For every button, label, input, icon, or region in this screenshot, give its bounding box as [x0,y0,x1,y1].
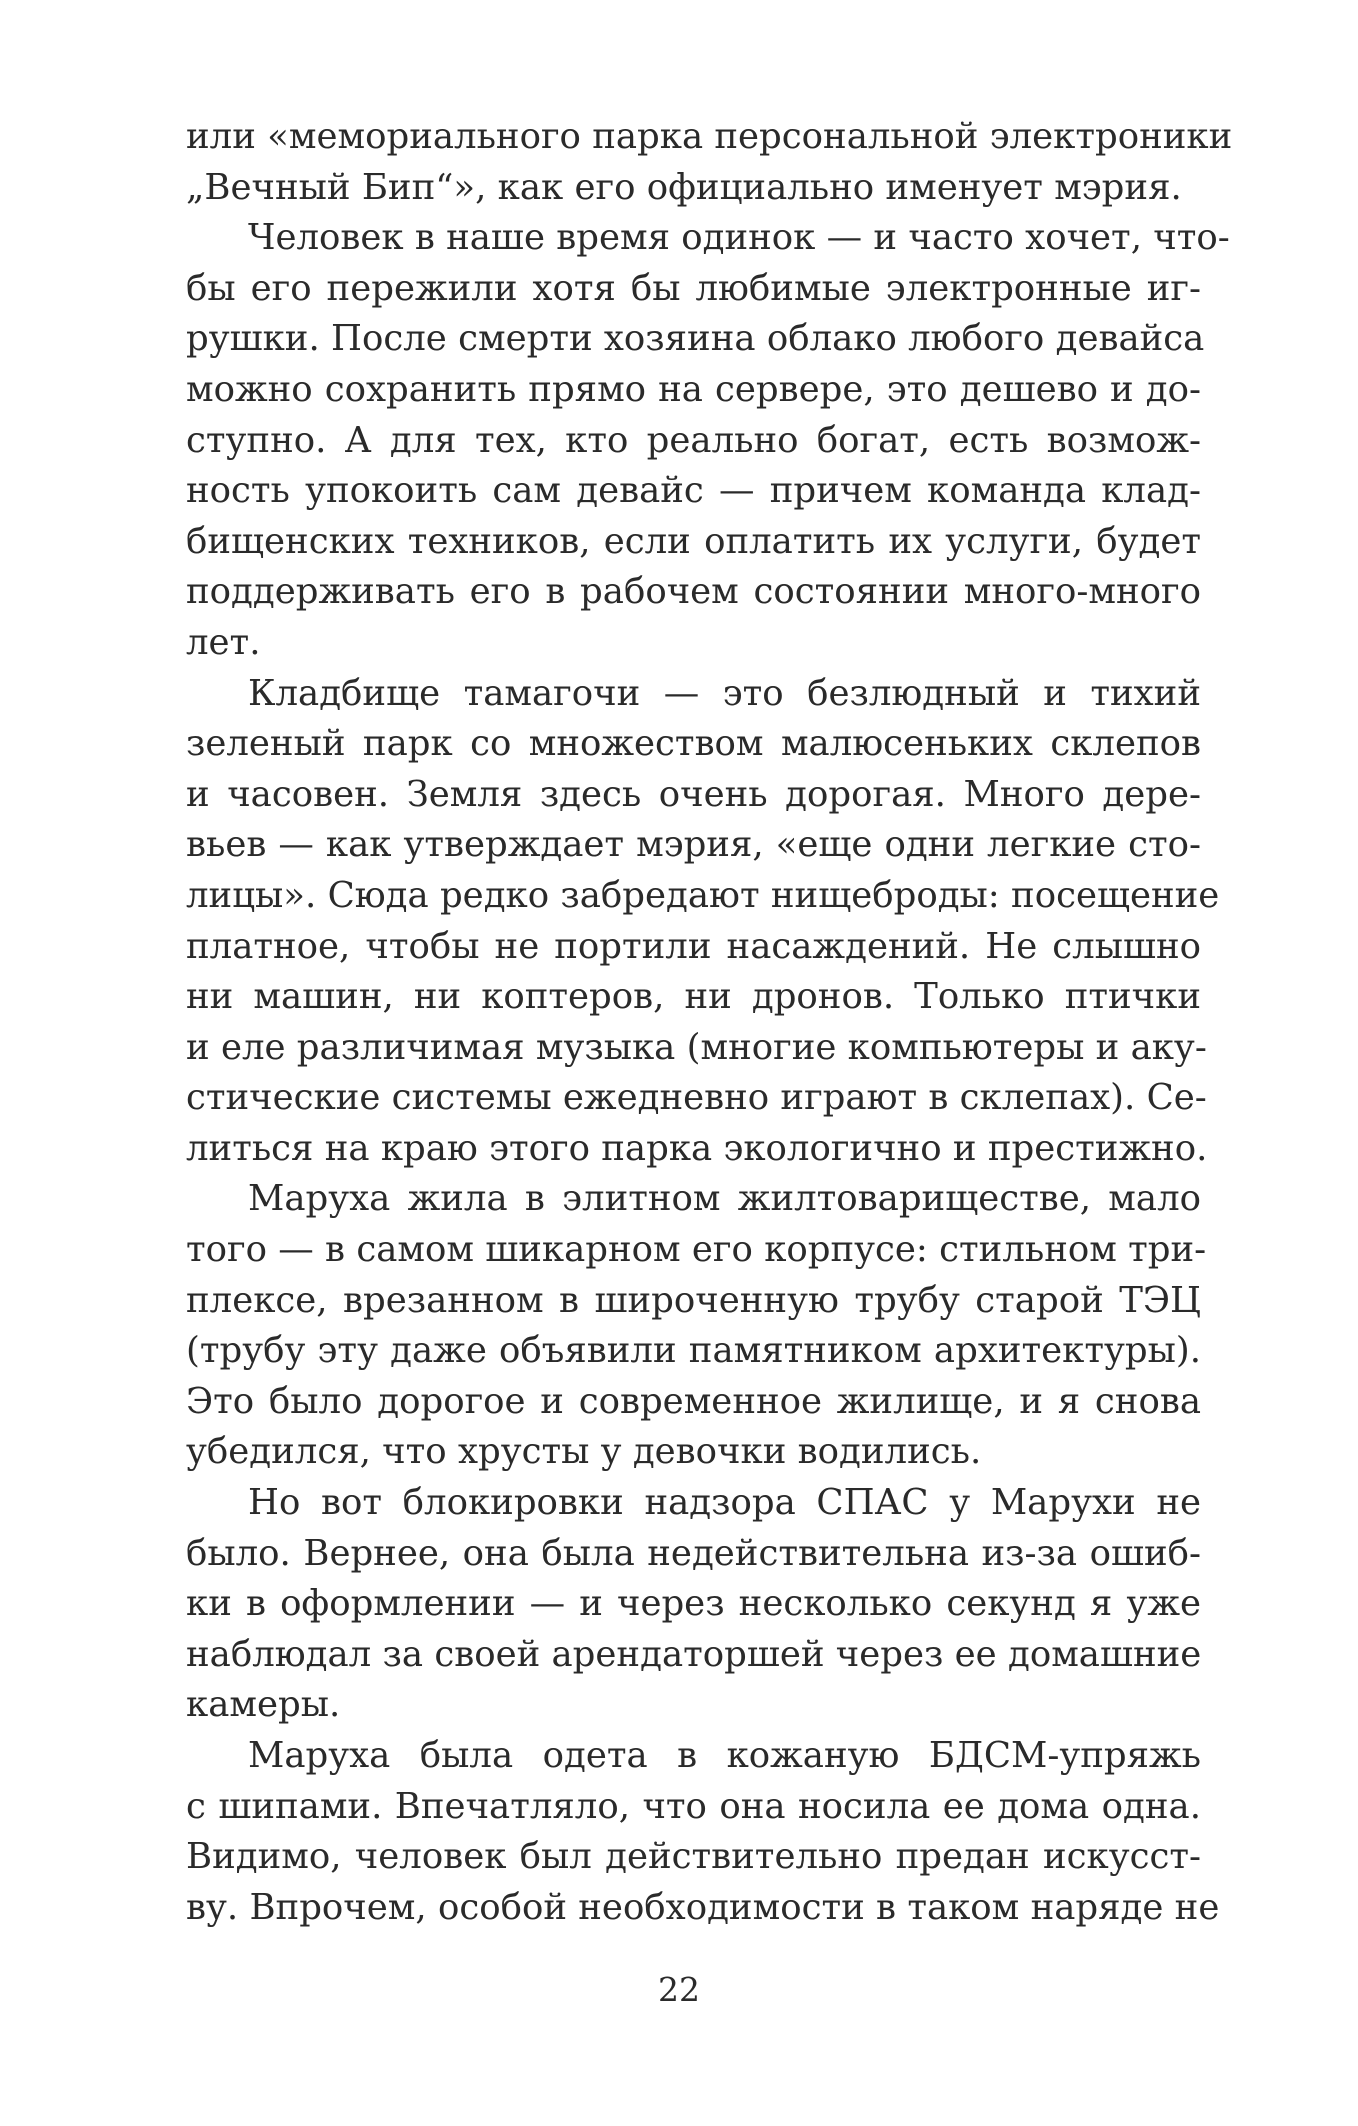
text-line: и еле различимая музыка (многие компьютеры и аку- [186,1026,1207,1068]
paragraph [186,669,1220,1175]
text-line: ни машин, ни коптеров, ни дронов. Только птички [186,976,1201,1018]
page-number: 22 [658,1970,700,2009]
text-line: зеленый парк со множеством малюсеньких склепов [186,723,1201,765]
text-line: ность упокоить сам девайс — причем команда клад- [186,470,1201,512]
text-line: лицы». Сюда редко забредают нищеброды: посещение [186,874,1220,916]
text-line: или «мемориального парка персональной электроники [186,116,1233,157]
text-line: ступно. А для тех, кто реально богат, есть возмож- [186,419,1201,461]
text-line: ву. Впрочем, особой необходимости в таком наряде не [186,1886,1220,1928]
text-line: Кладбище тамагочи — это безлюдный и тихий [248,672,1201,714]
text-line: Человек в наше время одинок — и часто хочет, что- [248,217,1230,259]
text-line: „Вечный Бип“», как его официально именует мэрия. [186,166,1182,208]
text-line: рушки. После смерти хозяина облако любого девайса [186,318,1205,360]
paragraph [186,112,1233,213]
text-line: стические системы ежедневно играют в склепах). Се- [186,1077,1207,1119]
text-line: с шипами. Впечатляло, что она носила ее дома одна. [186,1785,1201,1827]
text-line: плексе, врезанном в широченную трубу старой ТЭЦ [186,1279,1201,1321]
body-text [186,112,1233,1933]
text-line: Маруха жила в элитном жилтовариществе, мало [248,1178,1201,1220]
paragraph [186,1478,1201,1731]
text-line: Маруха была одета в кожаную БДСМ-упряжь [248,1735,1201,1776]
text-line: бы его пережили хотя бы любимые электронные иг- [186,267,1201,309]
paragraph [186,213,1230,668]
text-line: Но вот блокировки надзора СПАС у Марухи не [248,1482,1201,1524]
text-line: поддерживать его в рабочем состоянии много-много [186,571,1201,613]
text-line: (трубу эту даже объявили памятником архитектуры). [186,1330,1201,1372]
text-line: было. Вернее, она была недействительна из-за ошиб- [186,1532,1201,1574]
text-line: вьев — как утверждает мэрия, «еще одни легкие сто- [186,824,1201,866]
text-line: литься на краю этого парка экологично и престижно. [186,1127,1208,1169]
text-line: и часовен. Земля здесь очень дорогая. Много дере- [186,773,1201,815]
text-line: лет. [186,621,261,663]
text-line: ки в оформлении — и через несколько секунд я уже [186,1583,1201,1625]
text-line: можно сохранить прямо на сервере, это дешево и до- [186,368,1201,410]
text-line: убедился, что хрусты у девочки водились. [186,1431,982,1473]
text-line: Видимо, человек был действительно предан искусст- [186,1836,1201,1878]
paragraph [186,1174,1207,1478]
text-line: камеры. [186,1684,341,1726]
text-line: того — в самом шикарном его корпусе: стильном три- [186,1229,1207,1271]
text-line: Это было дорогое и современное жилище, и я снова [186,1380,1201,1422]
text-line: наблюдал за своей арендаторшей через ее домашние [186,1633,1202,1675]
paragraph [186,1731,1220,1933]
text-line: платное, чтобы не портили насаждений. Не слышно [186,925,1201,967]
text-line: бищенских техников, если оплатить их услуги, будет [186,520,1201,562]
